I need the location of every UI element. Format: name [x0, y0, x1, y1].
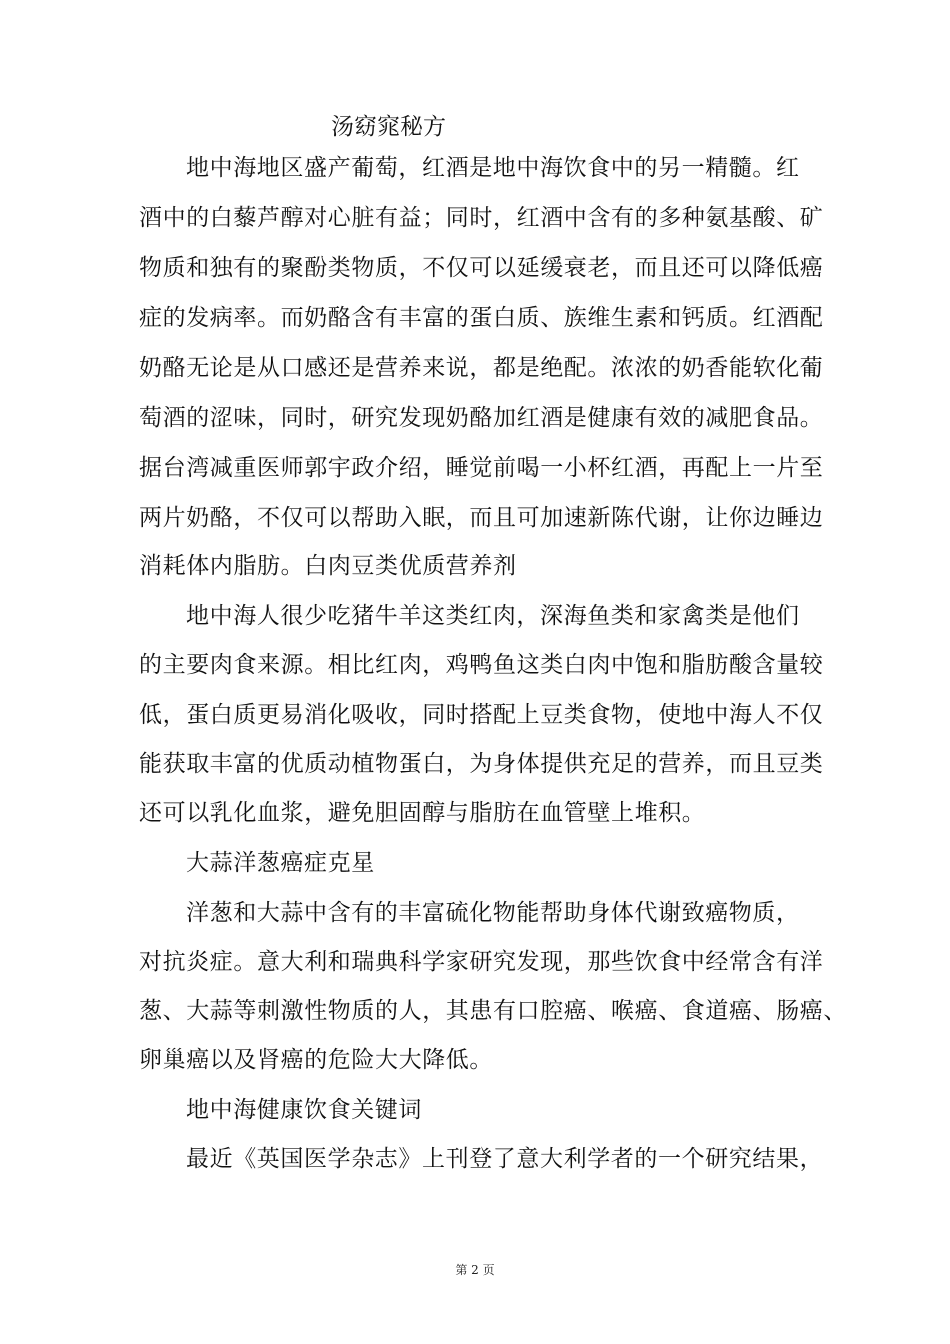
section-heading-keywords: 地中海健康饮食关键词 — [186, 1097, 422, 1123]
paragraph-3-line-4: 卵巢癌以及肾癌的危险大大降低。 — [139, 1047, 493, 1073]
paragraph-3-line-1: 洋葱和大蒜中含有的丰富硫化物能帮助身体代谢致癌物质， — [186, 900, 800, 926]
paragraph-2-line-5: 还可以乳化血浆，避免胆固醇与脂肪在血管壁上堆积。 — [139, 800, 706, 826]
paragraph-3-line-2: 对抗炎症。意大利和瑞典科学家研究发现，那些饮食中经常含有洋 — [139, 949, 824, 975]
paragraph-1-line-8: 两片奶酪，不仅可以帮助入眠，而且可加速新陈代谢，让你边睡边 — [139, 505, 824, 531]
paragraph-2-line-2: 的主要肉食来源。相比红肉，鸡鸭鱼这类白肉中饱和脂肪酸含量较 — [139, 652, 824, 678]
paragraph-1-line-1: 地中海地区盛产葡萄，红酒是地中海饮食中的另一精髓。红 — [186, 155, 800, 181]
paragraph-1-line-3: 物质和独有的聚酚类物质，不仅可以延缓衰老，而且还可以降低癌 — [139, 255, 824, 281]
paragraph-1-line-4: 症的发病率。而奶酪含有丰富的蛋白质、族维生素和钙质。红酒配 — [139, 305, 824, 331]
page-number-footer: 第 2 页 — [455, 1263, 495, 1277]
paragraph-1-line-2: 酒中的白藜芦醇对心脏有益；同时，红酒中含有的多种氨基酸、矿 — [139, 205, 824, 231]
paragraph-4-line-1: 最近《英国医学杂志》上刊登了意大利学者的一个研究结果， — [186, 1146, 824, 1172]
paragraph-1-line-9: 消耗体内脂肪。白肉豆类优质营养剂 — [139, 553, 517, 579]
paragraph-1-line-7: 据台湾减重医师郭宇政介绍，睡觉前喝一小杯红酒，再配上一片至 — [139, 455, 824, 481]
paragraph-1-line-5: 奶酪无论是从口感还是营养来说，都是绝配。浓浓的奶香能软化葡 — [139, 355, 824, 381]
document-title: 汤窈窕秘方 — [331, 114, 446, 140]
paragraph-2-line-3: 低，蛋白质更易消化吸收，同时搭配上豆类食物，使地中海人不仅 — [139, 702, 824, 728]
section-heading-garlic-onion: 大蒜洋葱癌症克星 — [186, 850, 375, 876]
paragraph-1-line-6: 萄酒的涩味，同时，研究发现奶酪加红酒是健康有效的减肥食品。 — [139, 405, 824, 431]
paragraph-3-line-3: 葱、大蒜等刺激性物质的人，其患有口腔癌、喉癌、食道癌、肠癌、 — [139, 998, 847, 1024]
paragraph-2-line-1: 地中海人很少吃猪牛羊这类红肉，深海鱼类和家禽类是他们 — [186, 603, 800, 629]
paragraph-2-line-4: 能获取丰富的优质动植物蛋白，为身体提供充足的营养，而且豆类 — [139, 751, 824, 777]
